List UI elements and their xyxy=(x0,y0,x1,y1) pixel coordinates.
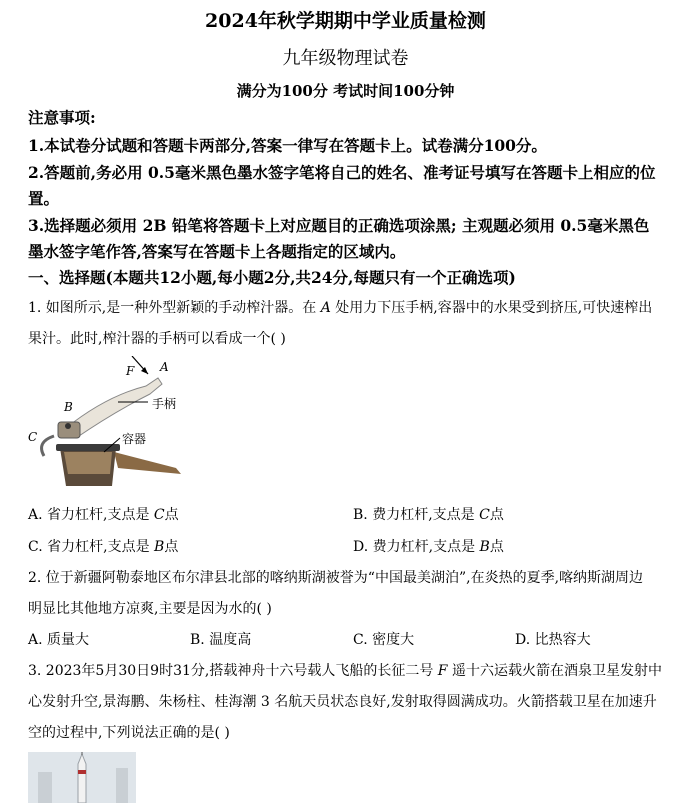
exam-title: 2024年秋学期期中学业质量检测 xyxy=(205,10,486,32)
juicer-figure xyxy=(26,356,206,496)
q2-option-a[interactable]: A. 质量大 xyxy=(28,632,90,648)
q1-option-d[interactable]: D. 费力杠杆,支点是 B点 xyxy=(353,539,504,555)
figure-text-handle: 手柄 xyxy=(152,397,177,411)
notes-line-3a: 3.选择题必须用 2B 铅笔将答题卡上对应题目的正确选项涂黑; 主观题必须用 0.5毫米黑色 xyxy=(28,216,650,235)
figure-text-container: 容器 xyxy=(122,432,147,446)
exam-meta: 满分为100分 考试时间100分钟 xyxy=(236,82,455,100)
section-title: 一、选择题(本题共12小题,每小题2分,共24分,每题只有一个正确选项) xyxy=(28,268,516,287)
q2-option-d[interactable]: D. 比热容大 xyxy=(515,632,591,648)
juicer-spout xyxy=(114,452,181,474)
notes-line-3b: 墨水签字笔作答,答案写在答题卡上各题指定的区域内。 xyxy=(28,242,406,261)
rocket-body xyxy=(78,754,86,803)
q1-option-a[interactable]: A. 省力杠杆,支点是 C点 xyxy=(28,507,179,523)
figure-label-C: C xyxy=(28,430,38,444)
q2-line-1: 2. 位于新疆阿勒泰地区布尔津县北部的喀纳斯湖被誉为“中国最美湖泊”,在炎热的夏季,喀纳斯湖周边 xyxy=(28,570,644,586)
figure-label-F: F xyxy=(126,364,135,378)
q1-line-1: 1. 如图所示,是一种外型新颖的手动榨汁器。在 A 处用力下压手柄,容器中的水果受到挤压,可快速榨出 xyxy=(28,300,653,316)
q3-line-1: 3. 2023年5月30日9时31分,搭载神舟十六号载人飞船的长征二号 F 遥十六运载火箭在酒泉卫星发射中 xyxy=(28,663,662,679)
rocket-drawing xyxy=(28,752,136,803)
notes-line-2a: 2.答题前,务必用 0.5毫米黑色墨水签字笔将自己的姓名、准考证号填写在答题卡上相应的位 xyxy=(28,163,656,182)
exam-subtitle: 九年级物理试卷 xyxy=(282,48,409,69)
q1-option-b[interactable]: B. 费力杠杆,支点是 C点 xyxy=(353,507,504,523)
q3-line-3: 空的过程中,下列说法正确的是( ) xyxy=(28,725,230,741)
figure-label-A: A xyxy=(160,360,169,374)
q2-line-2: 明显比其他地方凉爽,主要是因为水的( ) xyxy=(28,601,272,617)
q2-option-b[interactable]: B. 温度高 xyxy=(190,632,252,648)
q2-option-c[interactable]: C. 密度大 xyxy=(353,632,415,648)
juicer-drawing xyxy=(26,356,206,496)
q1-option-c[interactable]: C. 省力杠杆,支点是 B点 xyxy=(28,539,179,555)
notes-line-2b: 置。 xyxy=(28,189,60,208)
rocket-photo xyxy=(28,752,136,803)
q1-line-2: 果汁。此时,榨汁器的手柄可以看成一个( ) xyxy=(28,331,286,347)
figure-label-B: B xyxy=(64,400,73,414)
notes-line-1: 1.本试卷分试题和答题卡两部分,答案一律写在答题卡上。试卷满分100分。 xyxy=(28,136,547,155)
q3-line-2: 心发射升空,景海鹏、朱杨柱、桂海潮 3 名航天员状态良好,发射取得圆满成功。火箭搭载卫星在加速升 xyxy=(28,694,657,710)
notes-heading: 注意事项: xyxy=(28,108,96,127)
